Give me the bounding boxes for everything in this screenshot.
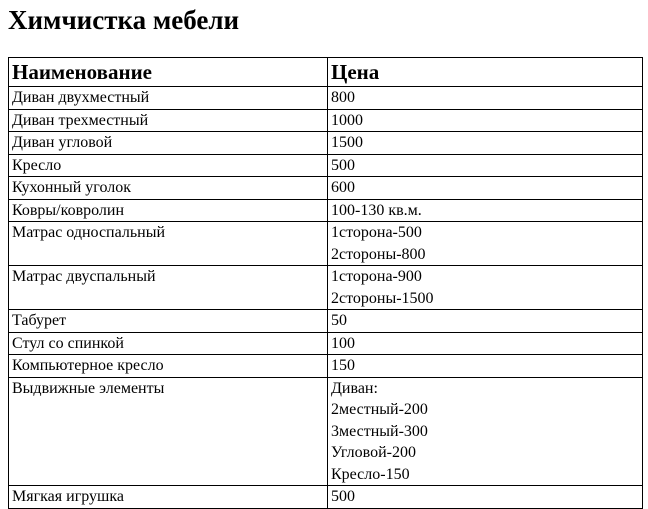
price-line: 1сторона-900 bbox=[331, 268, 422, 285]
page-title: Химчистка мебели bbox=[8, 5, 240, 35]
table-row bbox=[9, 222, 643, 266]
price-line: 100-130 кв.м. bbox=[331, 201, 422, 219]
table-row bbox=[9, 377, 643, 486]
price-cell bbox=[328, 154, 643, 177]
price-line: 2местный-200 bbox=[331, 401, 428, 418]
price-cell bbox=[328, 222, 643, 266]
service-name-cell: Диван двухместный bbox=[9, 87, 328, 110]
service-name-cell: Матрас односпальный bbox=[9, 222, 328, 266]
price-cell bbox=[328, 332, 643, 355]
service-name-cell: Диван трехместный bbox=[9, 109, 328, 132]
price-line: 2стороны-1500 bbox=[331, 289, 434, 307]
column-header-name: Наименование bbox=[9, 58, 328, 87]
price-cell bbox=[328, 377, 643, 486]
price-cell bbox=[328, 355, 643, 378]
price-cell bbox=[328, 199, 643, 222]
price-line: Кресло-150 bbox=[331, 465, 410, 483]
column-header-price: Цена bbox=[328, 58, 643, 87]
price-line: 800 bbox=[331, 89, 355, 106]
price-line: 2стороны-800 bbox=[331, 245, 426, 263]
price-line: 150 bbox=[331, 357, 355, 374]
price-line: 1000 bbox=[331, 111, 363, 129]
service-name-cell: Диван угловой bbox=[9, 132, 328, 155]
table-header-row bbox=[9, 58, 643, 87]
price-cell bbox=[328, 486, 643, 509]
price-cell bbox=[328, 87, 643, 110]
price-line: 500 bbox=[331, 488, 355, 505]
table-row bbox=[9, 87, 643, 110]
table-row bbox=[9, 109, 643, 132]
table-row bbox=[9, 199, 643, 222]
price-cell bbox=[328, 266, 643, 310]
price-cell bbox=[328, 132, 643, 155]
table-row bbox=[9, 310, 643, 333]
table-body bbox=[9, 87, 643, 509]
service-name-cell: Матрас двуспальный bbox=[9, 266, 328, 310]
price-line: 1сторона-500 bbox=[331, 224, 422, 241]
price-cell bbox=[328, 109, 643, 132]
price-line: 50 bbox=[331, 312, 347, 329]
price-line: Диван: bbox=[331, 379, 378, 397]
price-line: 500 bbox=[331, 156, 355, 174]
table-row bbox=[9, 132, 643, 155]
price-cell bbox=[328, 177, 643, 200]
table-row bbox=[9, 332, 643, 355]
service-name-cell: Кресло bbox=[9, 154, 328, 177]
service-name-cell: Выдвижные элементы bbox=[9, 377, 328, 486]
table-row bbox=[9, 486, 643, 509]
service-name-cell: Мягкая игрушка bbox=[9, 486, 328, 509]
service-name-cell: Кухонный уголок bbox=[9, 177, 328, 200]
price-line: 1500 bbox=[331, 134, 363, 151]
table-row bbox=[9, 266, 643, 310]
service-name-cell: Компьютерное кресло bbox=[9, 355, 328, 378]
price-line: 100 bbox=[331, 334, 355, 352]
table-row bbox=[9, 355, 643, 378]
price-table bbox=[8, 57, 643, 509]
price-line: 600 bbox=[331, 179, 355, 196]
service-name-cell: Табурет bbox=[9, 310, 328, 333]
price-line: Угловой-200 bbox=[331, 444, 416, 461]
price-cell bbox=[328, 310, 643, 333]
service-name-cell: Ковры/ковролин bbox=[9, 199, 328, 222]
table-row bbox=[9, 154, 643, 177]
price-line: 3местный-300 bbox=[331, 422, 428, 440]
service-name-cell: Стул со спинкой bbox=[9, 332, 328, 355]
table-row bbox=[9, 177, 643, 200]
